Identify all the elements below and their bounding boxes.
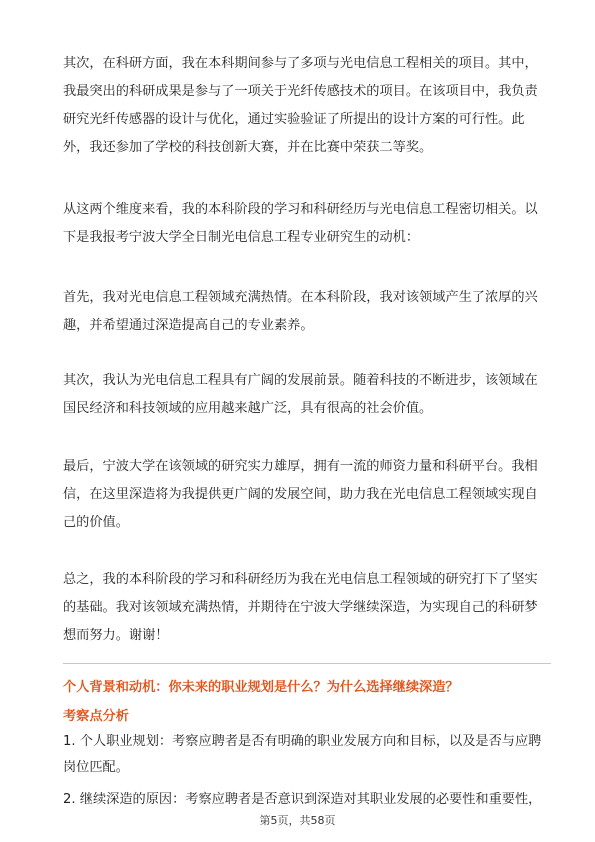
page-number-footer: 第5页，共58页 <box>259 814 336 827</box>
paragraph-third-reason <box>63 453 551 537</box>
paragraph-research <box>63 50 551 162</box>
list-item <box>63 787 551 813</box>
paragraph-line: 信，在这里深造将为我提供更广阔的发展空间，助力我在光电信息工程领域实现自 <box>63 487 538 502</box>
paragraph-line: 首先，我对光电信息工程领域充满热情。在本科阶段，我对该领域产生了浓厚的兴 <box>63 290 538 305</box>
paragraph-motivation-intro <box>63 196 551 252</box>
paragraph-line: 其次，我认为光电信息工程具有广阔的发展前景。随着科技的不断进步，该领域在 <box>63 373 538 388</box>
analysis-heading: 考察点分析 <box>63 709 129 724</box>
paragraph-line: 外，我还参加了学校的科技创新大赛，并在比赛中荣获二等奖。 <box>63 140 433 155</box>
paragraph-line: 其次，在科研方面，我在本科期间参与了多项与光电信息工程相关的项目。其中， <box>63 56 538 71</box>
list-item-line: 2. 继续深造的原因：考察应聘者是否意识到深造对其职业发展的必要性和重要性， <box>63 792 542 807</box>
analysis-list <box>63 729 551 813</box>
section-divider <box>63 663 551 664</box>
list-item <box>63 729 551 781</box>
paragraph-line: 总之，我的本科阶段的学习和科研经历为我在光电信息工程领域的研究打下了坚实 <box>63 572 538 587</box>
list-item-line: 1. 个人职业规划：考察应聘者是否有明确的职业发展方向和目标，以及是否与应聘 <box>63 734 542 749</box>
paragraph-line: 从这两个维度来看，我的本科阶段的学习和科研经历与光电信息工程密切相关。以 <box>63 202 538 217</box>
paragraph-line: 研究光纤传感器的设计与优化，通过实验验证了所提出的设计方案的可行性。此 <box>63 112 525 127</box>
paragraph-conclusion <box>63 566 551 650</box>
paragraph-line: 的基础。我对该领域充满热情，并期待在宁波大学继续深造，为实现自己的科研梦 <box>63 600 538 615</box>
paragraph-line: 最后，宁波大学在该领域的研究实力雄厚，拥有一流的师资力量和科研平台。我相 <box>63 459 538 474</box>
list-item-line: 岗位匹配。 <box>63 760 129 775</box>
paragraph-line: 我最突出的科研成果是参与了一项关于光纤传感技术的项目。在该项目中，我负责 <box>63 84 538 99</box>
paragraph-second-reason <box>63 367 551 423</box>
paragraph-line: 趣，并希望通过深造提高自己的专业素养。 <box>63 318 314 333</box>
interview-question: 个人背景和动机：你未来的职业规划是什么？为什么选择继续深造？ <box>63 680 459 695</box>
paragraph-line: 己的价值。 <box>63 515 129 530</box>
paragraph-line: 想而努力。谢谢！ <box>63 628 169 643</box>
paragraph-line: 国民经济和科技领域的应用越来越广泛，具有很高的社会价值。 <box>63 401 433 416</box>
paragraph-first-reason <box>63 284 551 340</box>
paragraph-line: 下是我报考宁波大学全日制光电信息工程专业研究生的动机： <box>63 230 420 245</box>
